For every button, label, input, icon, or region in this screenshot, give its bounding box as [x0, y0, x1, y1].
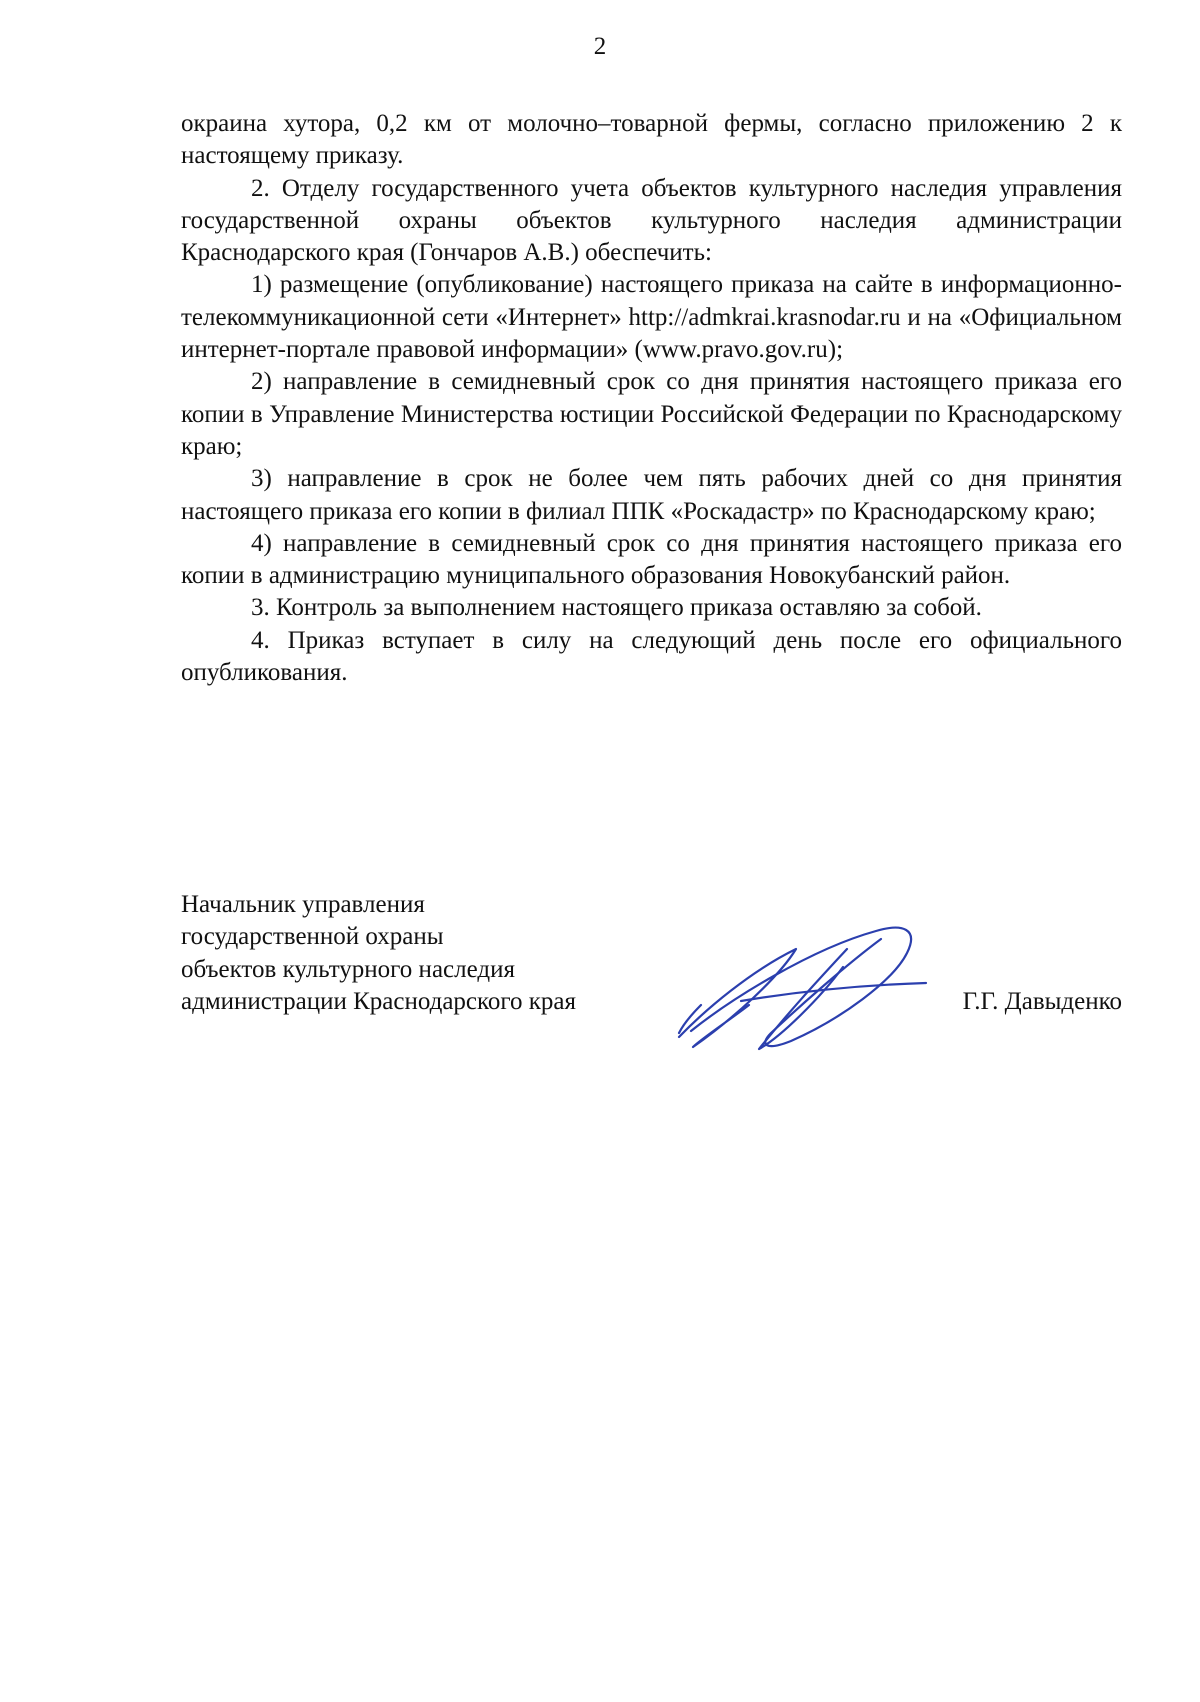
- signatory-position: [181, 889, 576, 1018]
- paragraph-item-3: 3. Контроль за выполнением настоящего приказа оставляю за собой.: [251, 594, 982, 622]
- document-body: [181, 108, 1122, 689]
- page-number: 2: [593, 33, 607, 60]
- signatory-position-line: Начальник управления: [181, 891, 425, 918]
- signature-stroke-loop: [691, 928, 911, 1046]
- paragraph-continuation: окраина хутора, 0,2 км от молочно–товарной фермы, согласно приложению 2 к настоящему приказу.: [181, 110, 1122, 170]
- paragraph-subitem-2: 2) направление в семидневный срок со дня принятия настоящего приказа его копии в Управление Министерства юстиции Российской Федерации по Краснодарскому краю;: [181, 368, 1122, 460]
- handwritten-signature: [671, 909, 931, 1059]
- paragraph-item-2: 2. Отделу государственного учета объектов культурного наследия управления государственной охраны объектов культурного наследия администрации Краснодарского края (Гончаров А.В.) обеспечить:: [181, 174, 1122, 267]
- signature-stroke-crossbar: [741, 983, 926, 1001]
- paragraph-subitem-3: 3) направление в срок не более чем пять рабочих дней со дня принятия настоящего приказа его копии в филиал ППК «Роскадастр» по Краснодарскому краю;: [181, 465, 1122, 525]
- signature-stroke-vertical: [759, 949, 847, 1049]
- signatory-position-line: государственной охраны: [181, 923, 444, 951]
- signature-strokes: [679, 928, 926, 1049]
- paragraph-item-4: 4. Приказ вступает в силу на следующий день после его официального опубликования.: [181, 626, 1122, 687]
- signature-block: [181, 889, 1122, 1059]
- signatory-position-line: администрации Краснодарского края: [181, 987, 577, 1015]
- paragraph-subitem-4: 4) направление в семидневный срок со дня принятия настоящего приказа его копии в администрацию муниципального образования Новокубанский район.: [181, 529, 1122, 590]
- paragraph-subitem-1: 1) размещение (опубликование) настоящего приказа на сайте в информационно-телекоммуникационной сети «Интернет» http://admkrai.krasnodar.ru и на «Официальном интернет-портале правовой информации» (www.pravo.gov.ru);: [181, 271, 1122, 364]
- signatory-position-line: объектов культурного наследия: [181, 955, 515, 983]
- signatory-name: Г.Г. Давыденко: [962, 987, 1122, 1015]
